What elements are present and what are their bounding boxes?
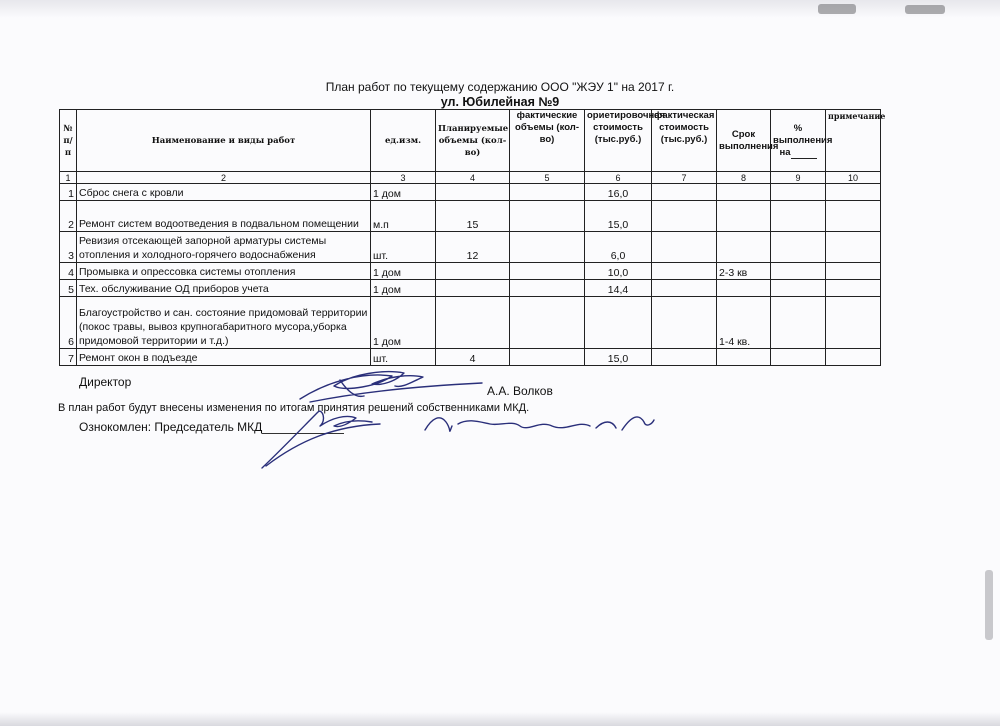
table-row [60,184,881,201]
scan-edge-bottom [0,712,1000,726]
completion-term [717,184,771,201]
estimated-cost: 15,0 [585,201,652,232]
familiarized-line [79,420,344,434]
column-header: ориетировочная стоимость (тыс.руб.) [585,110,652,172]
familiarized-label: Ознокомлен: Председатель МКД [79,420,263,434]
column-header: ед.изм. [371,110,436,172]
planned-volume [436,280,510,297]
completion-percent [771,263,826,280]
note-cell [826,201,881,232]
work-name: Ремонт окон в подъезде [77,349,371,366]
planned-volume [436,184,510,201]
column-number: 3 [371,172,436,184]
column-number: 5 [510,172,585,184]
row-number: 4 [60,263,77,280]
completion-term [717,201,771,232]
unit: 1 дом [371,263,436,280]
column-header: фактические объемы (кол-во) [510,110,585,172]
estimated-cost: 14,4 [585,280,652,297]
signature-underline [262,421,344,434]
actual-volume [510,297,585,349]
table-row [60,232,881,263]
note-cell [826,349,881,366]
actual-cost [652,263,717,280]
table-row [60,297,881,349]
row-number: 1 [60,184,77,201]
column-number: 8 [717,172,771,184]
unit: м.п [371,201,436,232]
table-row [60,280,881,297]
column-header: Наименование и виды работ [77,110,371,172]
actual-volume [510,263,585,280]
table-row [60,349,881,366]
unit: 1 дом [371,297,436,349]
document-address: ул. Юбилейная №9 [440,95,560,109]
scan-smudge [818,4,856,14]
completion-percent [771,201,826,232]
work-name: Ремонт систем водоотведения в подвальном помещении [77,201,371,232]
note-cell [826,280,881,297]
actual-cost [652,184,717,201]
completion-percent [771,280,826,297]
estimated-cost: 15,0 [585,349,652,366]
column-header: Срок выполнения [717,110,771,172]
work-plan-table [59,109,886,366]
note-cell [826,297,881,349]
actual-cost [652,232,717,263]
estimated-cost: 16,0 [585,184,652,201]
note-cell [826,232,881,263]
scan-smudge [905,5,945,14]
work-name: Промывка и опрессовка системы отопления [77,263,371,280]
column-header: примечание [826,110,881,172]
column-header: № п/п [60,110,77,172]
estimated-cost: 6,0 [585,232,652,263]
completion-percent [771,297,826,349]
column-number: 2 [77,172,371,184]
actual-volume [510,201,585,232]
planned-volume [436,297,510,349]
scan-smudge [985,570,993,640]
note-cell [826,184,881,201]
table-row [60,263,881,280]
estimated-cost: 10,0 [585,263,652,280]
table-row [60,201,881,232]
column-header-suffix: на [779,146,791,158]
column-number: 4 [436,172,510,184]
director-name: А.А. Волков [487,384,553,398]
row-number: 5 [60,280,77,297]
actual-cost [652,280,717,297]
estimated-cost [585,297,652,349]
chairman-written-name [425,417,654,431]
planned-volume [436,263,510,280]
column-header: фактическая стоимость (тыс.руб.) [652,110,717,172]
director-signature [300,372,482,402]
actual-volume [510,184,585,201]
work-name: Ревизия отсекающей запорной арматуры системы отопления и холодного-горячего водоснабжения [77,232,371,263]
director-label: Директор [79,375,132,389]
column-number: 10 [826,172,881,184]
note-cell [826,263,881,280]
column-header-percent [771,110,833,172]
planned-volume: 15 [436,201,510,232]
row-number: 7 [60,349,77,366]
actual-cost [652,349,717,366]
completion-term: 2-3 кв [717,263,771,280]
change-note: В план работ будут внесены изменения по итогам принятия решений собственниками МКД. [58,402,530,414]
completion-term: 1-4 кв. [717,297,771,349]
actual-volume [510,280,585,297]
planned-volume: 12 [436,232,510,263]
completion-term [717,232,771,263]
column-number: 6 [585,172,652,184]
row-number: 2 [60,201,77,232]
unit: 1 дом [371,184,436,201]
unit: шт. [371,349,436,366]
column-number: 9 [771,172,826,184]
table-header-row [60,110,881,172]
actual-cost [652,297,717,349]
column-number-row [60,172,881,184]
work-name: Тех. обслуживание ОД приборов учета [77,280,371,297]
actual-cost [652,201,717,232]
unit: шт. [371,232,436,263]
completion-percent [771,349,826,366]
actual-volume [510,232,585,263]
actual-volume [510,349,585,366]
column-number: 7 [652,172,717,184]
column-header: Планируемые объемы (кол-во) [436,110,510,172]
unit: 1 дом [371,280,436,297]
row-number: 3 [60,232,77,263]
column-header: % выполнения [773,122,833,146]
planned-volume: 4 [436,349,510,366]
completion-percent [771,184,826,201]
work-name: Сброс снега с кровли [77,184,371,201]
row-number: 6 [60,297,77,349]
document-title: План работ по текущему содержанию ООО "ЖЭУ 1" на 2017 г. [325,80,675,94]
completion-term [717,280,771,297]
blank-underline [791,148,817,159]
completion-percent [771,232,826,263]
column-number: 1 [60,172,77,184]
completion-term [717,349,771,366]
table-body [60,184,881,366]
work-name: Благоустройство и сан. состояние придомовай территории (покос травы, вывоз крупногабаритного мусора,уборка придомовой территории и т.д.) [77,297,371,349]
